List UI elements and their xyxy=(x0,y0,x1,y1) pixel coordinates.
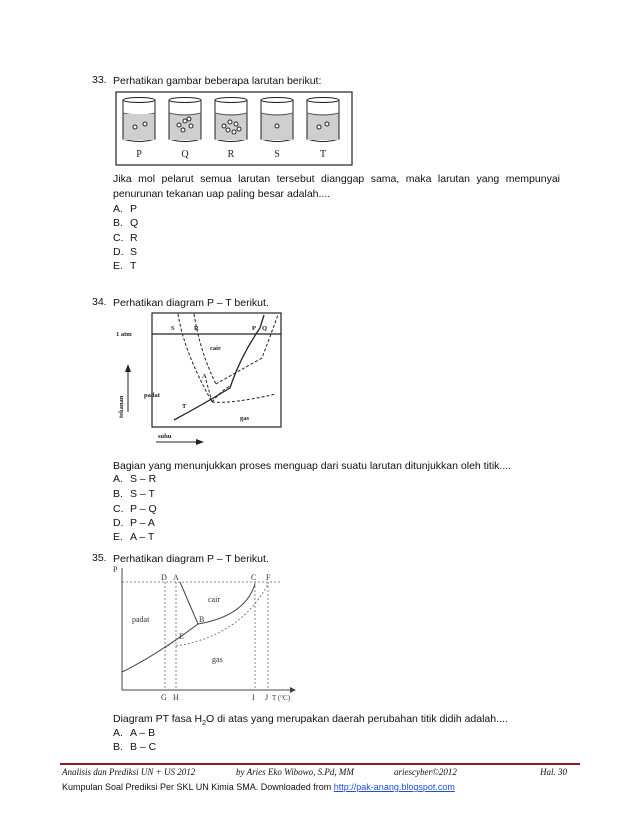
option-text: A – T xyxy=(130,531,155,543)
option-text: Q xyxy=(130,217,139,229)
beaker-label-t: T xyxy=(319,149,327,160)
label-h: H xyxy=(173,693,179,702)
question-35-text: Perhatikan diagram P – T berikut. xyxy=(113,553,269,565)
option-letter: A. xyxy=(113,727,123,739)
footer-left: Analisis dan Prediksi UN + US 2012 xyxy=(62,767,196,777)
label-t-axis: T (°C) xyxy=(272,694,291,702)
label-p-axis: P xyxy=(113,565,118,574)
question-33-number: 33. xyxy=(92,74,107,86)
q34-option-b[interactable] xyxy=(113,487,155,501)
option-text: S xyxy=(130,246,138,258)
option-text: S – T xyxy=(130,488,155,500)
label-f: F xyxy=(266,573,271,582)
option-letter: C. xyxy=(113,232,124,244)
option-letter: E. xyxy=(113,531,123,543)
question-35-paragraph xyxy=(113,712,508,731)
label-t: T xyxy=(182,403,187,410)
label-r: R xyxy=(194,325,199,332)
para-prefix: Diagram PT fasa H xyxy=(113,713,203,725)
q34-option-c[interactable] xyxy=(113,502,157,516)
footer-line2-text: Kumpulan Soal Prediksi Per SKL UN Kimia SMA. Downloaded from xyxy=(62,782,334,792)
label-g: G xyxy=(161,693,167,702)
label-p: P xyxy=(252,325,256,332)
option-text: T xyxy=(130,260,137,272)
label-j: J xyxy=(265,693,269,702)
label-d: D xyxy=(161,573,167,582)
label-padat: padat xyxy=(132,615,150,624)
q34-option-a[interactable] xyxy=(113,472,156,486)
footer-copyright: ariescyber©2012 xyxy=(394,767,457,777)
q33-option-d[interactable] xyxy=(113,245,137,259)
question-33-paragraph: Jika mol pelarut semua larutan tersebut dianggap sama, maka larutan yang mempunyai penurunan tekanan uap paling besar adalah.... xyxy=(113,173,560,200)
option-letter: A. xyxy=(113,203,123,215)
para-suffix: O di atas yang merupakan daerah perubahan titik didih adalah.... xyxy=(206,713,508,725)
beaker-label-q: Q xyxy=(181,149,189,160)
pt-diagram-34 xyxy=(112,312,284,450)
question-35-number: 35. xyxy=(92,552,107,564)
label-gas: gas xyxy=(212,655,223,664)
label-suhu: suhu xyxy=(158,433,172,440)
option-letter: A. xyxy=(113,473,123,485)
option-text: P xyxy=(130,203,138,215)
beaker-label-r: R xyxy=(227,149,235,160)
q33-option-a[interactable] xyxy=(113,202,137,216)
label-a: A xyxy=(173,573,179,582)
label-cair: cair xyxy=(210,345,221,352)
footer-line2 xyxy=(62,782,455,792)
label-padat: padat xyxy=(144,392,160,399)
option-letter: B. xyxy=(113,217,123,229)
question-34-number: 34. xyxy=(92,296,107,308)
label-c: C xyxy=(251,573,257,582)
option-text: P – A xyxy=(130,517,155,529)
label-a: A xyxy=(202,373,207,380)
label-s: S xyxy=(171,325,175,332)
option-text: R xyxy=(130,232,138,244)
para-subscript: 2 xyxy=(202,720,206,728)
option-letter: B. xyxy=(113,488,123,500)
q33-option-b[interactable] xyxy=(113,216,138,230)
beakers-figure xyxy=(115,91,353,166)
option-text: P – Q xyxy=(130,503,157,515)
option-letter: D. xyxy=(113,517,124,529)
option-text: A – B xyxy=(130,727,156,739)
label-tekanan: tekanan xyxy=(118,395,125,418)
option-text: S – R xyxy=(130,473,157,485)
question-34-paragraph: Bagian yang menunjukkan proses menguap dari suatu larutan ditunjukkan oleh titik.... xyxy=(113,460,512,472)
label-q: Q xyxy=(262,325,268,332)
option-letter: C. xyxy=(113,503,124,515)
label-cair: cair xyxy=(208,595,220,604)
q35-option-b[interactable] xyxy=(113,740,156,754)
question-33-text: Perhatikan gambar beberapa larutan berikut: xyxy=(113,75,322,87)
pt-diagram-35 xyxy=(110,564,300,704)
label-b: B xyxy=(199,615,205,624)
option-letter: E. xyxy=(113,260,123,272)
label-e: E xyxy=(179,632,184,641)
beaker-label-s: S xyxy=(274,149,280,160)
q33-option-e[interactable] xyxy=(113,259,136,273)
beaker-label-p: P xyxy=(136,149,142,160)
option-letter: B. xyxy=(113,741,123,753)
footer-page: Hal. 30 xyxy=(540,767,567,777)
footer-rule xyxy=(60,763,580,765)
option-letter: D. xyxy=(113,246,124,258)
q35-option-a[interactable] xyxy=(113,726,155,740)
label-1-atm: 1 atm xyxy=(116,331,132,338)
label-i: I xyxy=(252,693,255,702)
option-text: B – C xyxy=(130,741,157,753)
q34-option-e[interactable] xyxy=(113,530,154,544)
footer-author: by Aries Eko Wibowo, S.Pd, MM xyxy=(236,767,354,777)
q34-option-d[interactable] xyxy=(113,516,155,530)
question-34-text: Perhatikan diagram P – T berikut. xyxy=(113,297,269,309)
blog-link[interactable]: http://pak-anang.blogspot.com xyxy=(333,782,455,792)
q33-option-c[interactable] xyxy=(113,231,138,245)
label-gas: gas xyxy=(240,415,250,422)
